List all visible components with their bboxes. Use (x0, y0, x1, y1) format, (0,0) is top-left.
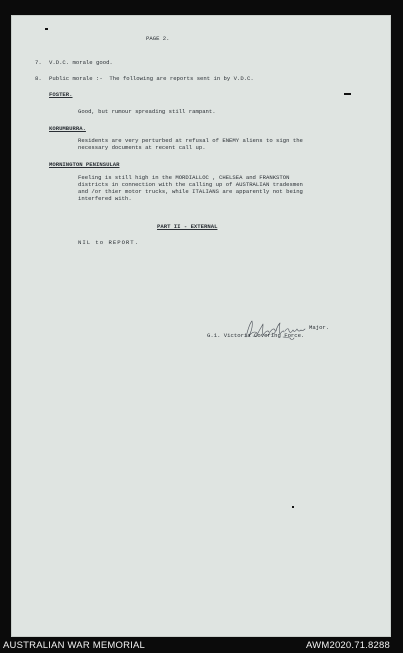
section-line: Residents are very perturbed at refusal of ENEMY aliens to sign the (78, 137, 303, 144)
part-two-body: NIL to REPORT. (78, 239, 139, 246)
page-number: PAGE 2. (146, 35, 170, 42)
section-line: Feeling is still high in the MORDIALLOC , CHELSEA and FRANKSTON (78, 174, 290, 181)
section-heading: KORUMBURRA. (49, 125, 86, 132)
part-two-heading: PART II - EXTERNAL (157, 223, 218, 230)
section-heading: MORNINGTON PENINSULAR (49, 161, 120, 168)
ink-mark (45, 28, 48, 30)
section-line: necessary documents at recent call up. (78, 144, 206, 151)
signature-rank: Major. (309, 324, 330, 331)
document-page (11, 15, 391, 637)
item-text: V.D.C. morale good. (49, 59, 113, 66)
section-line: Good, but rumour spreading still rampant. (78, 108, 216, 115)
ink-mark (344, 93, 351, 95)
signature-position: G.1. Victoria Covering Force. (207, 332, 305, 339)
section-line: and /or thier motor trucks, while ITALIANS are apparently not being (78, 188, 303, 195)
footer-accession-number: AWM2020.71.8288 (306, 640, 390, 651)
section-line: interfered with. (78, 195, 132, 202)
ink-mark (292, 506, 294, 508)
section-heading: FOSTER. (49, 91, 73, 98)
item-number: 8. (35, 75, 42, 82)
item-text: Public morale :- The following are reports sent in by V.D.C. (49, 75, 254, 82)
item-number: 7. (35, 59, 42, 66)
footer-institution: AUSTRALIAN WAR MEMORIAL (3, 640, 146, 651)
section-line: districts in connection with the calling up of AUSTRALIAN tradesmen (78, 181, 303, 188)
